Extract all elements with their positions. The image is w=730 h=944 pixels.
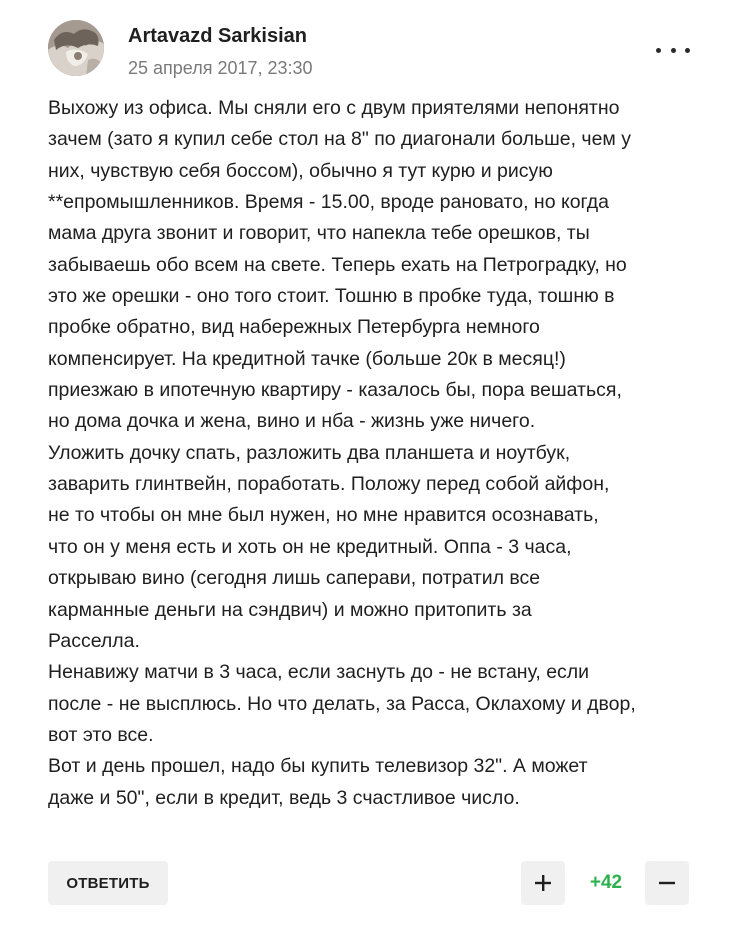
dot — [685, 48, 690, 53]
downvote-button[interactable] — [645, 861, 689, 905]
comment-line: карманные деньги на сэндвич) и можно притопить за — [48, 598, 532, 621]
comment-line: пробке обратно, вид набережных Петербурга немного — [48, 316, 540, 339]
comment-line: вот это все. — [48, 723, 154, 746]
comment-line: что он у меня есть и хоть он не кредитный. Оппа - 3 часа, — [48, 535, 572, 558]
avatar-photo-icon — [48, 20, 104, 76]
comment-line: зачем (зато я купил себе стол на 8" по диагонали больше, чем у — [48, 128, 632, 151]
comment-timestamp: 25 апреля 2017, 23:30 — [128, 58, 313, 78]
comment-line: компенсирует. На кредитной тачке (больше 20к в месяц!) — [48, 347, 566, 370]
minus-icon — [658, 874, 676, 892]
upvote-button[interactable] — [521, 861, 565, 905]
comment-line: после - не высплюсь. Но что делать, за Расса, Оклахому и двор, — [48, 692, 636, 715]
dot — [671, 48, 676, 53]
comment-line: даже и 50", если в кредит, ведь 3 счастливое число. — [48, 786, 520, 809]
comment-line: Вот и день прошел, надо бы купить телевизор 32". А может — [48, 755, 588, 778]
comment-header — [48, 20, 690, 80]
comment-line: приезжаю в ипотечную квартиру - казалось бы, пора вешаться, — [48, 379, 622, 402]
dot — [656, 48, 661, 53]
author-name[interactable]: Artavazd Sarkisian — [128, 25, 307, 47]
comment-line: Уложить дочку спать, разложить два планшета и ноутбук, — [48, 441, 571, 464]
comment-line: но дома дочка и жена, вино и нба - жизнь уже ничего. — [48, 410, 536, 433]
comment-line: это же орешки - оно того стоит. Тошню в пробке туда, тошню в — [48, 285, 615, 308]
reply-button[interactable]: ОТВЕТИТЬ — [48, 861, 168, 905]
comment-line: Выхожу из офиса. Мы сняли его с двум приятелями непонятно — [48, 97, 620, 119]
comment-line: открываю вино (сегодня лишь саперави, потратил все — [48, 567, 541, 590]
comment-text — [48, 93, 698, 814]
comment-line: них, чувствую себя боссом), обычно я тут курю и рисую — [48, 159, 553, 182]
comment-line: Расселла. — [48, 629, 140, 652]
comment-line: мама друга звонит и говорит, что напекла тебе орешков, ты — [48, 222, 590, 245]
comment-line: Ненавижу матчи в 3 часа, если заснуть до - не встану, если — [48, 661, 590, 684]
avatar[interactable] — [48, 20, 104, 76]
vote-score: +42 — [589, 872, 623, 893]
comment-line: **епромышленников. Время - 15.00, вроде рановато, но когда — [48, 191, 610, 214]
comment-line: не то чтобы он мне был нужен, но мне нравится осознавать, — [48, 504, 599, 527]
comment-line: забываешь обо всем на свете. Теперь ехать на Петроградку, но — [48, 253, 627, 276]
more-dots-icon[interactable] — [656, 42, 690, 58]
plus-icon — [534, 874, 552, 892]
comment-line: заварить глинтвейн, поработать. Положу перед собой айфон, — [48, 473, 610, 496]
